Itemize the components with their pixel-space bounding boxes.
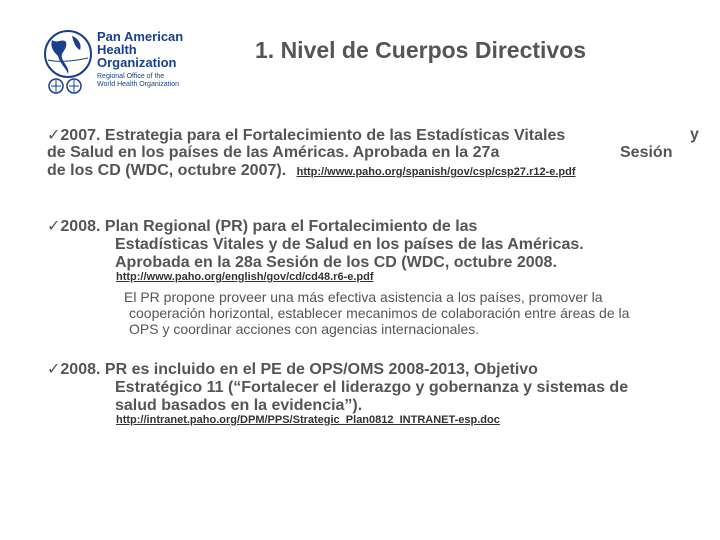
logo-sub-line2: World Health Organization [97,81,179,88]
item-3-line1: 2008. PR es incluido en el PE de OPS/OMS 2008-2013, Objetivo [60,361,538,378]
item-1-link[interactable]: http://www.paho.org/spanish/gov/csp/csp27.r12-e.pdf [296,166,576,178]
logo-name-line3: Organization [97,55,177,70]
logo-sub-line1: Regional Office of the [97,73,165,80]
item-2-line3: Aprobada en la 28a Sesión de los CD (WDC, octubre 2008. [115,254,557,271]
checkmark-icon: ✓ [47,216,61,235]
item-2-note-line2: cooperación horizontal, establecer mecanimos de colaboración entre áreas de la [129,305,630,321]
item-1-line2b: Sesión [620,144,673,161]
item-2-line1: 2008. Plan Regional (PR) para el Fortalecimiento de las [60,218,478,235]
checkmark-icon: ✓ [47,359,61,378]
item-3-line2: Estratégico 11 (“Fortalecer el liderazgo y gobernanza y sistemas de [115,379,629,396]
checkmark-icon: ✓ [47,125,61,144]
item-1-line3: de los CD (WDC, octubre 2007). [47,162,287,179]
item-2-note-line1: El PR propone proveer una más efectiva asistencia a los países, promover la [124,289,603,305]
item-1-line2a: de Salud en los países de las Américas. Aprobada en la 27a [47,144,500,161]
logo-name-line2: Health [97,42,137,57]
paho-logo [42,28,202,96]
item-1-line1: 2007. Estrategia para el Fortalecimiento de las Estadísticas Vitales [60,127,566,144]
item-2-line2: Estadísticas Vitales y de Salud en los países de las Américas. [115,236,584,253]
item-2-note-line3: OPS y coordinar acciones con agencias internacionales. [129,321,480,337]
item-3 [47,360,707,415]
item-3-line3: salud basados en la evidencia”). [115,397,363,414]
item-2-link[interactable]: http://www.paho.org/english/gov/cd/cd48.r6-e.pdf [116,271,374,283]
item-1 [47,126,707,180]
logo-name-line1: Pan American [97,29,184,44]
slide-title: 1. Nivel de Cuerpos Directivos [255,37,587,63]
item-2 [47,217,707,272]
item-1-line1-end: y [690,126,699,143]
item-3-link[interactable]: http://intranet.paho.org/DPM/PPS/Strategic_Plan0812_INTRANET-esp.doc [116,414,500,426]
globe-icon [42,28,94,96]
